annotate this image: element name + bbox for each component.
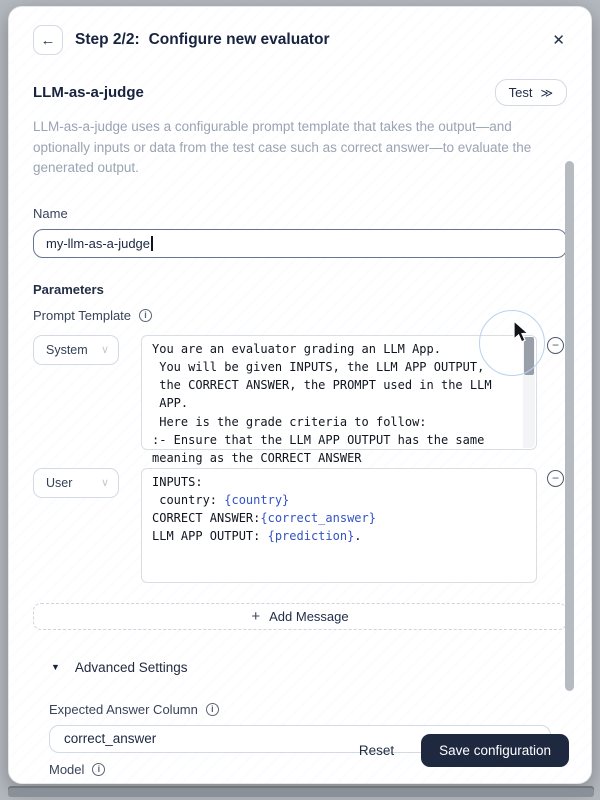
reset-button[interactable]: Reset bbox=[358, 743, 395, 758]
evaluator-heading-row bbox=[33, 79, 567, 106]
user-message-text: INPUTS: country: {country} CORRECT ANSWER:{correct_answer} LLM APP OUTPUT: {prediction}. bbox=[152, 474, 376, 544]
chevron-down-icon: ∨ bbox=[100, 477, 109, 489]
user-role-select[interactable] bbox=[33, 468, 119, 498]
close-icon: ✕ bbox=[552, 32, 565, 49]
evaluator-description: LLM-as-a-judge uses a configurable prompt template that takes the output—and optionally inputs or data from the test case such as correct answer—to evaluate the generated output. bbox=[33, 119, 532, 175]
user-message-editor[interactable] bbox=[141, 468, 537, 583]
user-message-row bbox=[33, 468, 567, 583]
advanced-settings-label: Advanced Settings bbox=[74, 659, 188, 675]
test-button-label: Test bbox=[508, 85, 533, 100]
dialog-title-text: Configure new evaluator bbox=[148, 31, 330, 48]
model-label: Model bbox=[49, 761, 85, 777]
back-arrow-icon: ← bbox=[40, 31, 56, 49]
info-icon[interactable]: i bbox=[139, 309, 152, 322]
prompt-template-label: Prompt Template bbox=[33, 307, 132, 323]
dialog-header bbox=[9, 7, 591, 55]
text-caret bbox=[151, 236, 153, 251]
minus-icon: − bbox=[551, 471, 559, 485]
system-editor-scrollbar[interactable] bbox=[523, 337, 535, 448]
name-input[interactable] bbox=[33, 229, 567, 258]
dialog-footer bbox=[9, 724, 591, 783]
remove-system-message-button[interactable] bbox=[547, 337, 564, 354]
horizontal-scrollbar[interactable] bbox=[8, 786, 594, 797]
system-role-select[interactable] bbox=[33, 335, 119, 365]
back-button[interactable] bbox=[33, 25, 63, 55]
chevron-down-icon: ∨ bbox=[100, 344, 109, 356]
advanced-settings-toggle[interactable] bbox=[33, 660, 567, 675]
parameters-heading: Parameters bbox=[33, 281, 104, 297]
save-configuration-button[interactable]: Save configuration bbox=[421, 734, 569, 767]
dialog-title-step: Step 2/2: bbox=[75, 31, 140, 48]
user-role-label: User bbox=[46, 475, 73, 490]
evaluator-name-heading: LLM-as-a-judge bbox=[33, 84, 144, 101]
dialog-scrollbar-thumb[interactable] bbox=[565, 161, 574, 691]
expected-answer-column-row bbox=[33, 702, 567, 717]
minus-icon: − bbox=[551, 338, 559, 352]
system-message-editor[interactable] bbox=[141, 335, 537, 466]
close-button[interactable] bbox=[548, 29, 569, 51]
system-message-row bbox=[33, 335, 567, 466]
info-icon[interactable]: i bbox=[92, 763, 105, 776]
system-editor-scrollbar-thumb[interactable] bbox=[524, 337, 534, 375]
info-icon[interactable]: i bbox=[206, 703, 219, 716]
configure-evaluator-dialog bbox=[8, 6, 592, 784]
system-message-text: You are an evaluator grading an LLM App. You will be given INPUTS, the LLM APP OUTPUT, the CORRECT ANSWER, the PROMPT used in the LLM APP. Here is the grade criteria to follow: :- Ensure that the LLM APP OUTPUT has the same meaning as the CORRECT ANSWER bbox=[152, 341, 492, 466]
add-message-button[interactable] bbox=[33, 603, 567, 630]
name-label: Name bbox=[33, 205, 68, 221]
plus-icon: + bbox=[251, 607, 261, 625]
remove-user-message-button[interactable] bbox=[547, 470, 564, 487]
prompt-template-row bbox=[33, 308, 567, 323]
dialog-title bbox=[75, 31, 329, 49]
dialog-content bbox=[9, 79, 591, 777]
double-chevron-right-icon: ≫ bbox=[540, 85, 553, 100]
name-input-value: my-llm-as-a-judge bbox=[46, 235, 151, 251]
expected-answer-column-label: Expected Answer Column bbox=[49, 701, 198, 717]
system-role-label: System bbox=[46, 342, 88, 357]
add-message-label: Add Message bbox=[269, 608, 349, 624]
test-button[interactable] bbox=[495, 79, 567, 106]
triangle-down-icon: ▼ bbox=[51, 662, 60, 672]
